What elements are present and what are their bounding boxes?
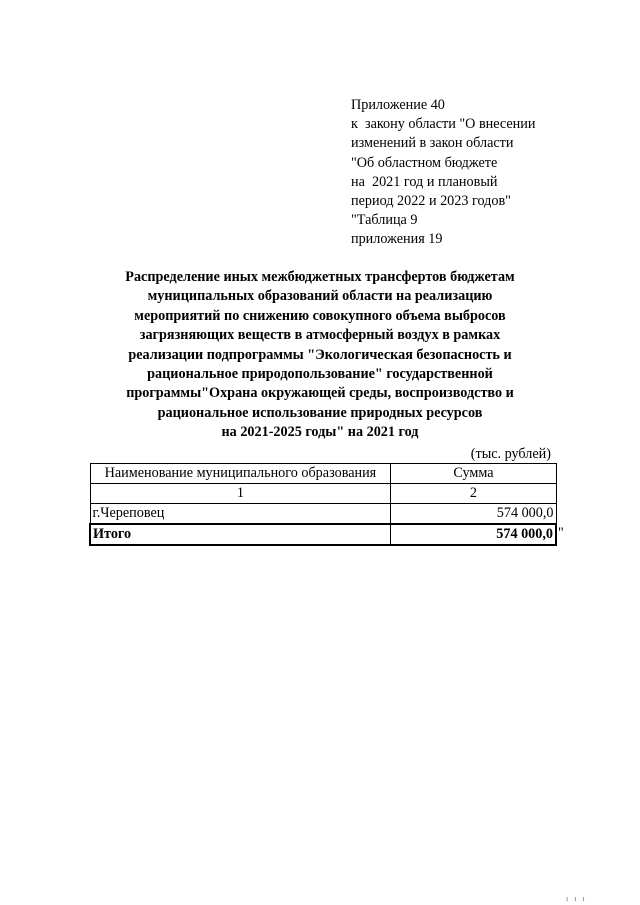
column-number-2: 2 <box>391 484 556 504</box>
appendix-line: "Таблица 9 <box>351 212 418 229</box>
appendix-line: "Об областном бюджете <box>351 154 498 171</box>
title-line: Распределение иных межбюджетных трансфертов бюджетам <box>125 269 515 285</box>
row-municipality: г.Череповец <box>90 504 391 525</box>
column-number-1: 1 <box>90 484 391 504</box>
appendix-line: период 2022 и 2023 годов" <box>351 193 511 210</box>
title-line: реализации подпрограммы "Экологическая безопасность и <box>128 346 512 363</box>
header-municipality: Наименование муниципального образования <box>90 464 391 484</box>
title-line: рациональное использование природных ресурсов <box>157 404 483 421</box>
document-title <box>90 268 550 443</box>
title-line: на 2021-2025 годы" на 2021 год <box>221 424 419 441</box>
title-line: муниципальных образований области на реализацию <box>147 288 493 305</box>
appendix-line: к закону области "О внесении <box>351 116 536 133</box>
appendix-line: Приложение 40 <box>351 97 445 113</box>
column-number-row <box>90 484 556 504</box>
title-line: мероприятий по снижению совокупного объема выбросов <box>134 307 506 324</box>
footer-marks: ı ı ı <box>566 894 587 903</box>
title-line: программы"Охрана окружающей среды, воспроизводство и <box>126 385 514 402</box>
row-amount: 574 000,0 <box>391 504 556 525</box>
units-label: (тыс. рублей) <box>470 446 551 462</box>
appendix-line: изменений в закон области <box>351 135 514 152</box>
table-header-row <box>90 464 556 484</box>
table-row <box>90 504 556 525</box>
allocation-table <box>89 463 557 546</box>
title-line: рациональное природопользование" государственной <box>147 366 493 383</box>
appendix-reference <box>351 96 611 250</box>
header-amount: Сумма <box>391 464 556 484</box>
total-label: Итого <box>90 524 391 545</box>
total-row <box>90 524 556 545</box>
appendix-line: на 2021 год и плановый <box>351 173 498 190</box>
title-line: загрязняющих веществ в атмосферный воздух в рамках <box>139 327 501 344</box>
closing-quote: " <box>558 525 564 541</box>
appendix-line: приложения 19 <box>351 231 443 248</box>
total-amount: 574 000,0 <box>391 524 556 545</box>
